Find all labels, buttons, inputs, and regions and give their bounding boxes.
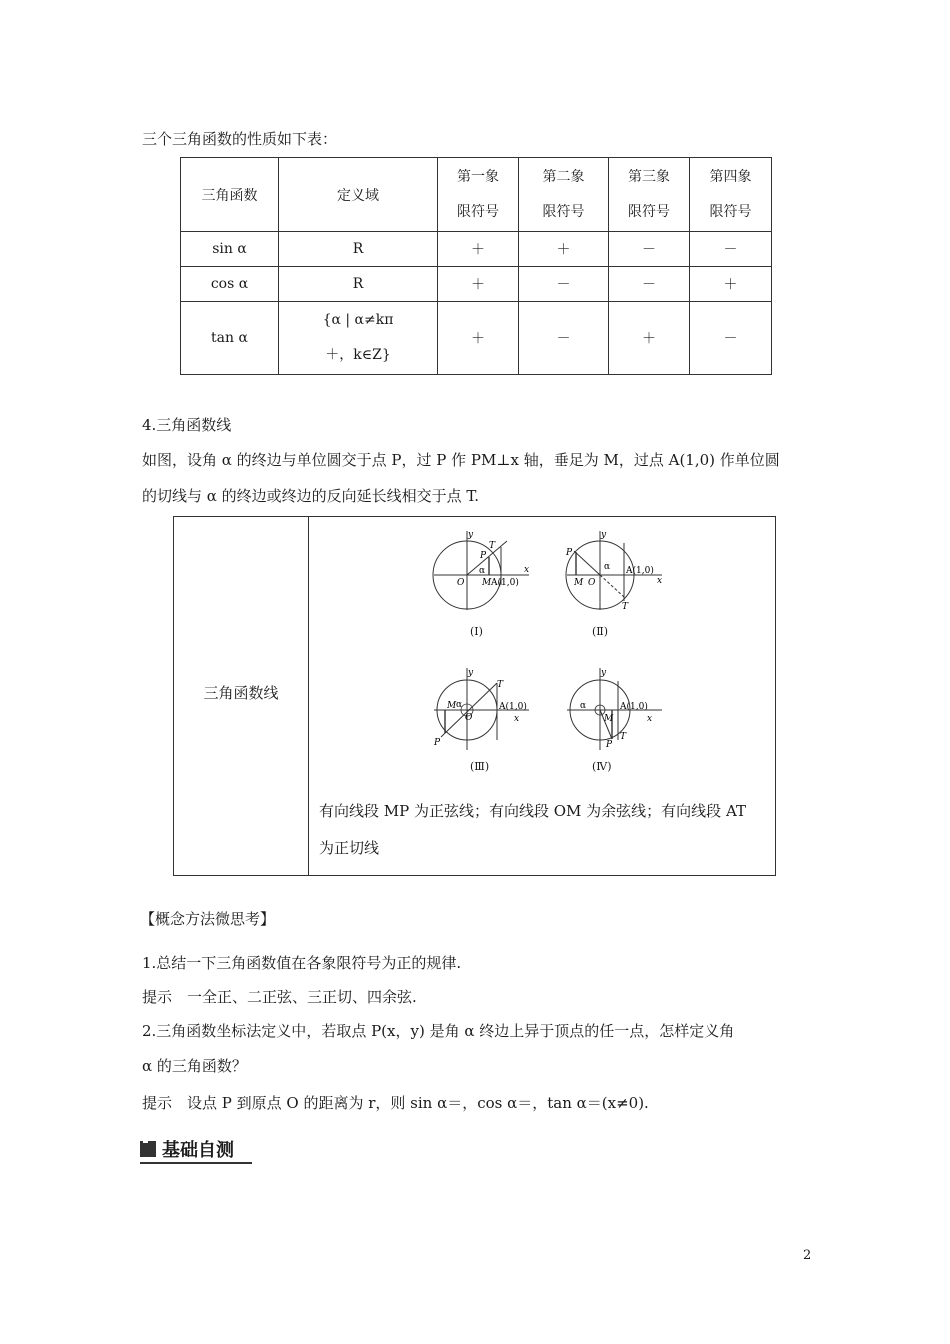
table-row (181, 267, 772, 302)
svg-text:x: x (657, 576, 663, 586)
row-domain: R (279, 267, 438, 302)
svg-text:P: P (434, 738, 441, 748)
svg-text:A(1,0): A(1,0) (626, 566, 654, 576)
row-domain: R (279, 232, 438, 267)
table-row (181, 232, 772, 267)
svg-text:P: P (566, 548, 573, 558)
row-fn: sin α (181, 232, 279, 267)
svg-text:M: M (574, 578, 584, 588)
question-1: 1.总结一下三角函数值在各象限符号为正的规律. (142, 954, 462, 972)
section-4-title: 4.三角函数线 (142, 416, 232, 434)
diagram-2 (562, 525, 672, 619)
svg-text:α: α (456, 700, 463, 710)
caption-2: (Ⅱ) (592, 625, 609, 638)
svg-text:P: P (606, 740, 613, 750)
row-sign: ＋ (438, 302, 519, 375)
table-row (181, 302, 772, 375)
figure-desc-1: 有向线段 MP 为正弦线；有向线段 OM 为余弦线；有向线段 AT (319, 802, 746, 820)
header-q4: 第四象 限符号 (690, 158, 772, 232)
svg-text:M: M (447, 701, 457, 711)
svg-text:M: M (482, 578, 492, 588)
row-sign: ＋ (438, 232, 519, 267)
caption-4: (Ⅳ) (592, 760, 612, 773)
concept-title: 【概念方法微思考】 (140, 910, 276, 928)
svg-text:O: O (465, 713, 473, 723)
svg-text:α: α (479, 566, 486, 576)
svg-text:T: T (489, 541, 496, 551)
trig-properties-table (180, 157, 772, 375)
header-domain: 定义域 (279, 158, 438, 232)
svg-text:O: O (457, 578, 465, 588)
svg-text:y: y (468, 530, 474, 540)
header-q3: 第三象 限符号 (609, 158, 690, 232)
svg-text:P: P (480, 551, 487, 561)
svg-text:O: O (588, 578, 596, 588)
svg-text:A(1,0): A(1,0) (620, 702, 648, 712)
header-q1: 第一象 限符号 (438, 158, 519, 232)
section-4-para-2: 的切线与 α 的终边或终边的反向延长线相交于点 T. (142, 487, 480, 505)
svg-text:x: x (647, 714, 653, 724)
intro-text: 三个三角函数的性质如下表： (142, 130, 338, 148)
row-sign: － (690, 302, 772, 375)
diagram-4 (562, 665, 672, 759)
row-sign: － (609, 232, 690, 267)
svg-text:T: T (622, 602, 629, 612)
svg-text:A(1,0): A(1,0) (499, 702, 527, 712)
row-sign: － (690, 232, 772, 267)
row-sign: － (519, 302, 609, 375)
svg-text:x: x (514, 714, 520, 724)
svg-text:α: α (604, 562, 611, 572)
figure-desc-2: 为正切线 (319, 839, 380, 857)
row-domain: {α | α≠kπ ＋，k∈Z} (279, 302, 438, 375)
caption-1: (Ⅰ) (470, 625, 483, 638)
svg-text:α: α (580, 701, 587, 711)
row-sign: ＋ (690, 267, 772, 302)
header-function: 三角函数 (181, 158, 279, 232)
section-header-icon (140, 1141, 156, 1157)
answer-1: 提示 一全正、二正弦、三正切、四余弦. (142, 988, 417, 1006)
figure-box-label: 三角函数线 (203, 684, 279, 702)
page-number: 2 (803, 1248, 812, 1263)
row-sign: ＋ (519, 232, 609, 267)
caption-3: (Ⅲ) (470, 760, 490, 773)
row-fn: cos α (181, 267, 279, 302)
figure-box-label-cell (174, 517, 309, 875)
header-q2: 第二象 限符号 (519, 158, 609, 232)
section-header-title: 基础自测 (162, 1140, 234, 1161)
svg-text:M: M (604, 714, 614, 724)
row-sign: － (609, 267, 690, 302)
trig-lines-figure-box (173, 516, 776, 876)
question-2-line-2: α 的三角函数？ (142, 1057, 247, 1075)
row-fn: tan α (181, 302, 279, 375)
question-2-line-1: 2.三角函数坐标法定义中，若取点 P(x，y) 是角 α 终边上异于顶点的任一点，怎样定义角 (142, 1022, 735, 1040)
svg-text:T: T (620, 732, 627, 742)
diagram-3 (429, 665, 539, 759)
svg-text:x: x (524, 565, 530, 575)
section-4-para-1: 如图，设角 α 的终边与单位圆交于点 P，过 P 作 PM⊥x 轴，垂足为 M，过点 A(1,0) 作单位圆 (142, 451, 780, 469)
svg-text:T: T (497, 680, 504, 690)
svg-text:y: y (601, 668, 607, 678)
row-sign: ＋ (438, 267, 519, 302)
row-sign: － (519, 267, 609, 302)
svg-text:y: y (468, 668, 474, 678)
row-sign: ＋ (609, 302, 690, 375)
diagram-1 (429, 525, 539, 619)
svg-text:y: y (601, 530, 607, 540)
svg-text:A(1,0): A(1,0) (491, 578, 519, 588)
answer-2: 提示 设点 P 到原点 O 的距离为 r，则 sin α＝，cos α＝，tan α＝(x≠0). (142, 1094, 649, 1112)
